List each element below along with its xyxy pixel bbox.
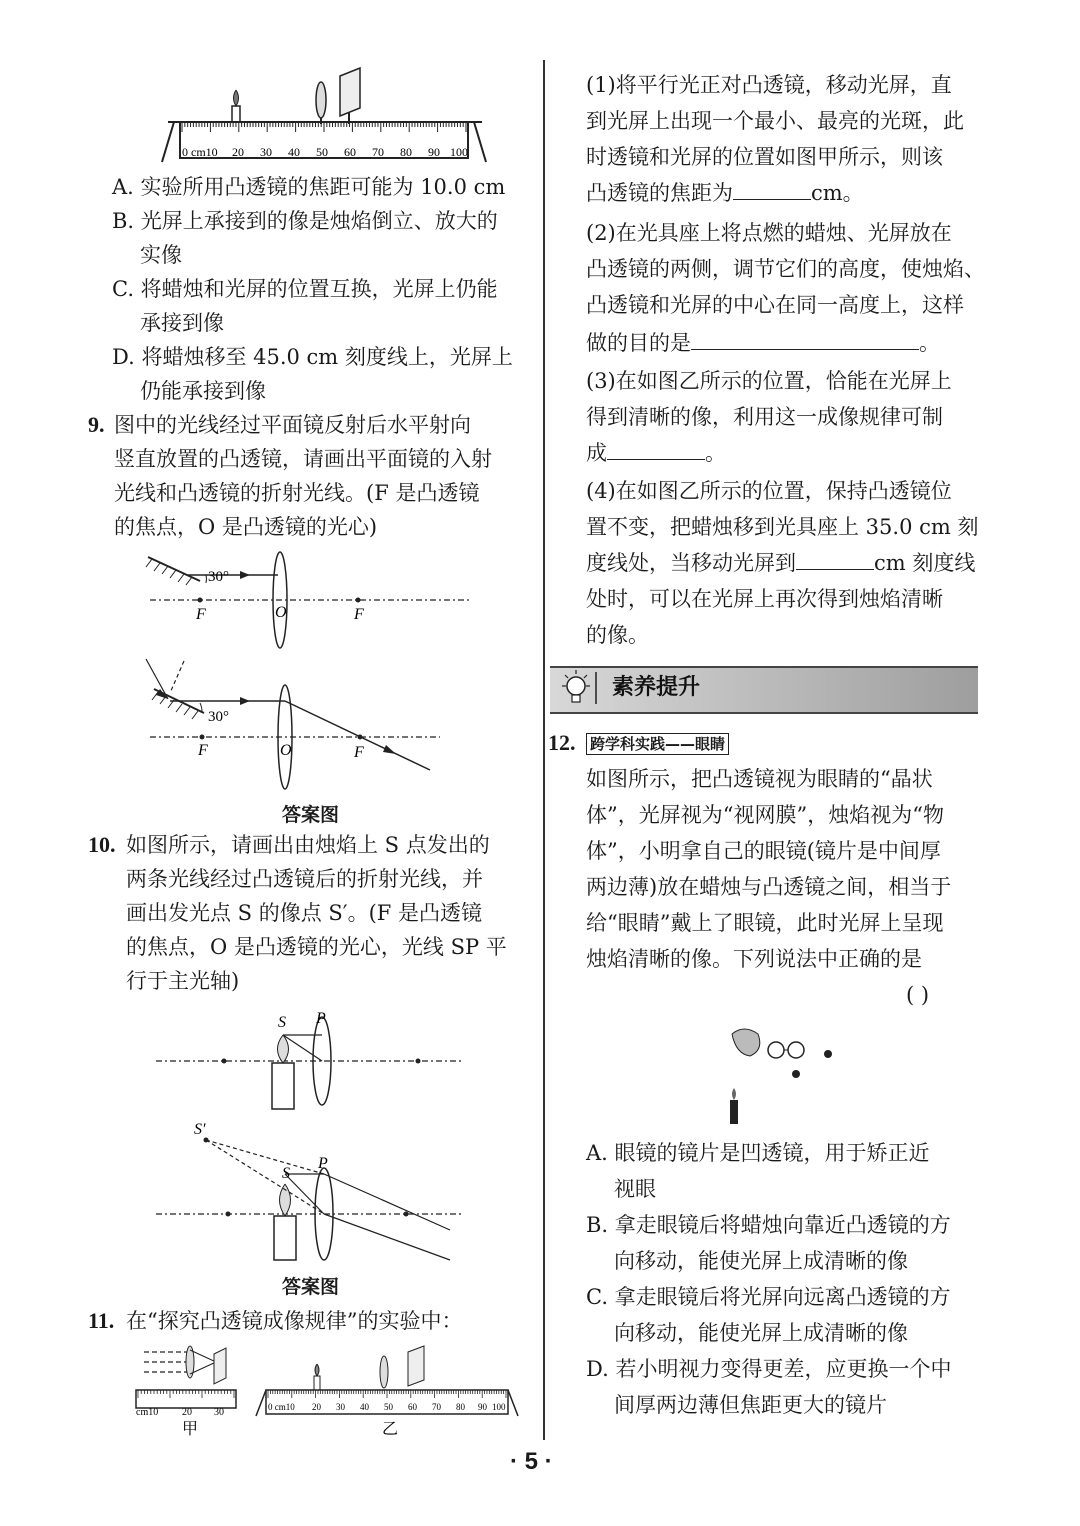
q11-part-line	[586, 546, 975, 580]
ruler-tick: 30	[214, 1407, 224, 1418]
q9-text-line: 竖直放置的凸透镜，请画出平面镜的入射	[114, 447, 492, 471]
image-point-label: S′	[194, 1121, 206, 1138]
q9-text-line: 图中的光线经过平面镜反射后水平射向	[114, 413, 471, 437]
q11-number: 11.	[88, 1308, 115, 1333]
ruler-tick: 80	[456, 1402, 465, 1412]
candle-icon	[730, 1088, 738, 1124]
q8-option-c: C. 将蜡烛和光屏的位置互换，光屏上仍能	[112, 277, 498, 301]
q11-part-line: 置不变，把蜡烛移到光具座上 35.0 cm 刻	[586, 515, 979, 539]
answer-blank-purpose[interactable]	[691, 327, 919, 350]
q12-option-b-cont: 向移动，能使光屏上成清晰的像	[614, 1249, 908, 1273]
ruler-tick: 50	[316, 145, 328, 159]
ruler-tick: 70	[372, 145, 384, 159]
screen-icon	[408, 1346, 424, 1386]
q12-text-line: 体”，光屏视为“视网膜”，烛焰视为“物	[586, 803, 944, 827]
candle-icon	[232, 90, 240, 122]
q10-question-figure	[150, 1005, 470, 1115]
q11-part-line: 凸透镜的两侧，调节它们的高度，使烛焰、	[586, 257, 985, 281]
q8-option-d: D. 将蜡烛移至 45.0 cm 刻度线上，光屏上	[112, 345, 513, 369]
ruler-tick: 60	[408, 1402, 417, 1412]
q8-option-c-cont: 承接到像	[140, 311, 224, 335]
answer-blank-focal-length[interactable]	[733, 177, 811, 200]
figure-label-yi: 乙	[382, 1421, 399, 1436]
optical-center-label: O	[280, 742, 292, 759]
ruler-tick: 20	[232, 145, 244, 159]
point-s-label: S	[282, 1165, 290, 1182]
q11-part-line: (3)在如图乙所示的位置，恰能在光屏上	[586, 369, 952, 393]
q9-text-line: 光线和凸透镜的折射光线。(F 是凸透镜	[114, 481, 480, 505]
lens-icon	[380, 1356, 388, 1388]
answer-blank-device[interactable]	[607, 437, 705, 460]
ruler-tick: 100	[450, 145, 468, 159]
q10-text-line: 如图所示，请画出由烛焰上 S 点发出的	[126, 833, 490, 857]
q12-option-d-cont: 间厚两边薄但焦距更大的镜片	[614, 1393, 887, 1417]
q11-part-line: (2)在光具座上将点燃的蜡烛、光屏放在	[586, 221, 952, 245]
q12-text-line: 烛焰清晰的像。下列说法中正确的是	[586, 947, 922, 971]
q12-eye-figure	[724, 1020, 844, 1130]
q12-text-line: 两边薄)放在蜡烛与凸透镜之间，相当于	[586, 875, 952, 899]
candle-icon	[314, 1364, 320, 1390]
q11-part-text: cm。	[811, 181, 864, 205]
ruler-tick: 40	[288, 145, 300, 159]
q11-part-line	[586, 176, 864, 210]
q10-answer-figure	[150, 1118, 470, 1266]
q9-question-figure	[140, 545, 480, 650]
ruler-tick: 20	[312, 1402, 321, 1412]
answer-bracket[interactable]: ( )	[906, 983, 930, 1007]
q8-option-b: B. 光屏上承接到的像是烛焰倒立、放大的	[112, 209, 498, 233]
column-divider	[543, 60, 545, 1440]
q12-option-c-cont: 向移动，能使光屏上成清晰的像	[614, 1321, 908, 1345]
point-p-label: P	[316, 1010, 326, 1027]
q11-part-line: 处时，可以在光屏上再次得到烛焰清晰	[586, 587, 943, 611]
angle-label: 30°	[208, 709, 229, 725]
answer-blank-screen-position[interactable]	[796, 547, 874, 570]
section-title: 素养提升	[612, 675, 701, 700]
q11-part-line: 得到清晰的像，利用这一成像规律可制	[586, 405, 943, 429]
q10-text-line: 的焦点，O 是凸透镜的光心，光线 SP 平	[126, 935, 507, 959]
q10-text-line: 两条光线经过凸透镜后的折射光线，并	[126, 867, 483, 891]
q11-part-line: 时透镜和光屏的位置如图甲所示，则该	[586, 145, 943, 169]
q12-text-line: 如图所示，把凸透镜视为眼睛的“晶状	[586, 767, 933, 791]
q11-part-text: 。	[705, 441, 726, 465]
q12-text-line: 给“眼睛”戴上了眼镜，此时光屏上呈现	[586, 911, 944, 935]
q8-option-b-cont: 实像	[140, 243, 182, 267]
ruler-tick: 30	[336, 1402, 345, 1412]
q12-tag: 跨学科实践——眼睛	[586, 733, 729, 755]
q12-option-a-cont: 视眼	[614, 1177, 656, 1201]
q11-part-text: 。	[919, 331, 940, 355]
q10-text-line: 画出发光点 S 的像点 S′。(F 是凸透镜	[126, 901, 483, 925]
q11-part-line	[586, 326, 940, 360]
q12-text-line: 体”，小明拿自己的眼镜(镜片是中间厚	[586, 839, 941, 863]
q11-part-text: cm 刻度线	[874, 551, 976, 575]
point-s-label: S	[278, 1014, 286, 1031]
figure-label-jia: 甲	[182, 1421, 199, 1436]
q12-option-b: B. 拿走眼镜后将蜡烛向靠近凸透镜的方	[586, 1213, 951, 1237]
ruler-tick: 90	[478, 1402, 487, 1412]
focus-label: F	[198, 742, 208, 759]
lightbulb-icon	[556, 668, 600, 708]
q12-option-c: C. 拿走眼镜后将光屏向远离凸透镜的方	[586, 1285, 951, 1309]
q11-part-line: 到光屏上出现一个最小、最亮的光斑，此	[586, 109, 964, 133]
q10-text-line: 行于主光轴)	[126, 969, 240, 993]
ruler-tick: 0 cm10	[182, 145, 218, 159]
ruler-tick: 50	[384, 1402, 393, 1412]
ruler-tick: cm10	[136, 1407, 159, 1418]
q9-text-line: 的焦点，O 是凸透镜的光心)	[114, 515, 378, 539]
q11-part-text: 成	[586, 441, 607, 465]
point-p-label: P	[318, 1155, 328, 1172]
q11-part-text: 凸透镜的焦距为	[586, 181, 733, 205]
q10-answer-caption: 答案图	[282, 1276, 340, 1298]
q10-number: 10.	[88, 832, 116, 857]
q12-number: 12.	[548, 730, 576, 755]
q12-option-a: A. 眼镜的镜片是凹透镜，用于矫正近	[586, 1141, 930, 1165]
q11-part-line	[586, 436, 726, 470]
q11-figure-yi	[252, 1340, 522, 1436]
ruler-tick: 90	[428, 145, 440, 159]
ruler-tick: 20	[182, 1407, 192, 1418]
q11-part-line: 的像。	[586, 623, 649, 647]
ruler-tick: 0 cm10	[268, 1402, 295, 1412]
q11-intro: 在“探究凸透镜成像规律”的实验中：	[126, 1309, 463, 1333]
focus-label: F	[196, 606, 206, 623]
q8-option-a: A. 实验所用凸透镜的焦距可能为 10.0 cm	[112, 175, 506, 199]
q11-part-line: (4)在如图乙所示的位置，保持凸透镜位	[586, 479, 952, 503]
q9-answer-figure	[140, 655, 450, 795]
q11-part-line: 凸透镜和光屏的中心在同一高度上，这样	[586, 293, 964, 317]
ruler-tick: 30	[260, 145, 272, 159]
q8-option-d-cont: 仍能承接到像	[140, 379, 266, 403]
q12-option-d: D. 若小明视力变得更差，应更换一个中	[586, 1357, 952, 1381]
optical-center-label: O	[275, 604, 287, 621]
q11-figure-jia	[130, 1340, 242, 1436]
glasses-icon	[732, 1029, 832, 1078]
ruler-tick: 70	[432, 1402, 441, 1412]
ruler-tick: 80	[400, 145, 412, 159]
q11-part-text: 做的目的是	[586, 331, 691, 355]
screen-icon	[340, 68, 360, 124]
candle-icon	[274, 1184, 296, 1260]
candle-icon	[272, 1035, 294, 1109]
q11-part-text: 度线处，当移动光屏到	[586, 551, 796, 575]
ruler-tick: 100	[492, 1402, 506, 1412]
q9-number: 9.	[88, 412, 105, 437]
lens-icon	[316, 82, 326, 124]
ruler-tick: 60	[344, 145, 356, 159]
q11-part-line: (1)将平行光正对凸透镜，移动光屏，直	[586, 73, 952, 97]
q9-answer-caption: 答案图	[282, 804, 340, 826]
page-number: · 5 ·	[510, 1448, 553, 1475]
angle-label: 30°	[208, 569, 229, 585]
focus-label: F	[354, 606, 364, 623]
q8-optical-bench-figure	[160, 60, 490, 170]
ruler-tick: 40	[360, 1402, 369, 1412]
focus-label: F	[354, 744, 364, 761]
